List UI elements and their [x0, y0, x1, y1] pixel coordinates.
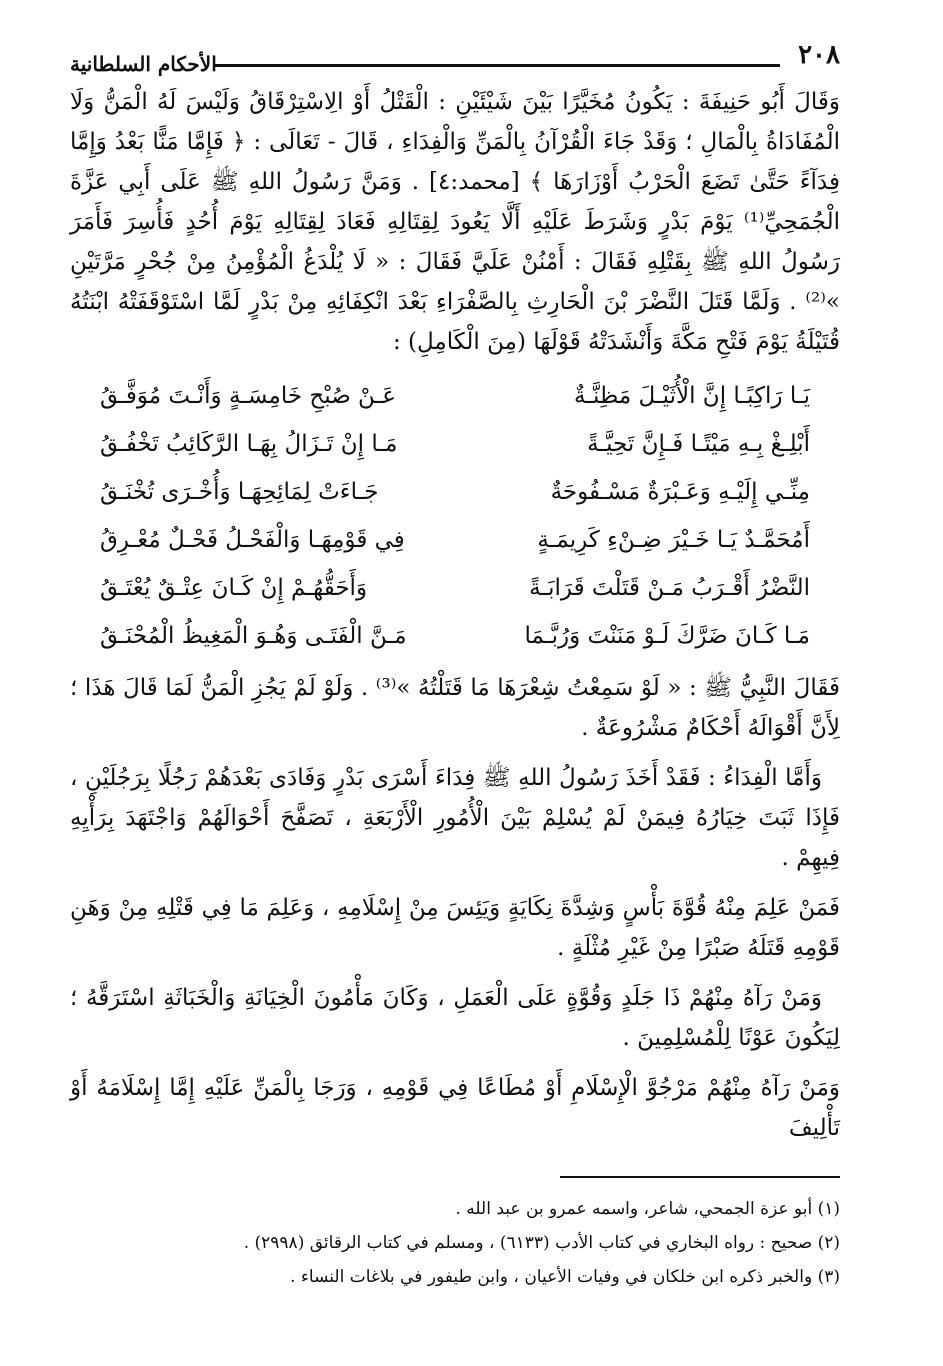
footnote-1: (١) أبو عزة الجمحي، شاعر، واسمه عمرو بن عبد الله .	[455, 1199, 840, 1219]
verse-first-hemistich: أَبْلِـغْ بِـهِ مَيْتًـا فَـإِنَّ تَحِيَّـةً	[587, 431, 810, 457]
running-title: الأحكام السلطانية	[70, 52, 217, 76]
book-page	[70, 40, 840, 1294]
paragraph-prophet-saying: فَقَالَ النَّبِيُّ ﷺ : « لَوْ سَمِعْتُ شِعْرَهَا مَا قَتَلْتُهُ »⁽³⁾ . وَلَوْ لَمْ يَجُزِ الْمَنُّ لَمَا قَالَ هَذَا ؛ لِأَنَّ أَقْوَالَهُ أَحْكَامٌ مَشْرُوعَةٌ .	[70, 675, 840, 741]
verse-second-hemistich: وَأَحَقُّهُـمْ إِنْ كَـانَ عِتْـقٌ يُعْتَـقُ	[100, 575, 368, 601]
verse-first-hemistich: مَـا كَـانَ ضَرَّكَ لَـوْ مَنَنْتَ وَرُبَّـمَا	[524, 623, 810, 649]
page-number: ٢٠٨	[798, 40, 840, 70]
paragraph-killing: فَمَنْ عَلِمَ مِنْهُ قُوَّةَ بَأْسٍ وَشِدَّةَ نِكَايَةٍ وَيَئِسَ مِنْ إِسْلَامِهِ ، وَعَلِمَ مَا فِي قَتْلِهِ مِنْ وَهَنِ قَوْمِهِ قَتَلَهُ صَبْرًا مِنْ غَيْرِ مُثْلَةٍ .	[70, 895, 840, 961]
poem	[100, 372, 810, 660]
verse-line	[100, 516, 810, 564]
footnote-rule	[560, 1176, 840, 1178]
verse-second-hemistich: مَـنَّ الْفَتَـى وَهُـوَ الْمَغِيظُ الْمُحْنَـقُ	[100, 623, 407, 649]
verse-first-hemistich: يَـا رَاكِبًـا إِنَّ الْأُثَيْـلَ مَظِنَّـةٌ	[573, 383, 810, 409]
verse-second-hemistich: مَـا إِنْ تَـزَالُ بِهَـا الرَّكَائِبُ تَخْفُـقُ	[100, 431, 398, 457]
verse-line	[100, 420, 810, 468]
verse-first-hemistich: النَّضْرُ أَقْـرَبُ مَـنْ قَتَلْتَ قَرَابَـةً	[529, 575, 810, 601]
paragraph-ransom: وَأَمَّا الْفِدَاءُ : فَقَدْ أَخَذَ رَسُولُ اللهِ ﷺ فِدَاءَ أَسْرَى بَدْرٍ وَفَادَى بَعْدَهُمْ رَجُلًا بِرَجُلَيْنِ ، فَإِذَا ثَبَتَ خِيَارُهُ فِيمَنْ لَمْ يُسْلِمْ بَيْنَ الْأُمُورِ الْأَرْبَعَةِ ، تَصَفَّحَ أَحْوَالَهُمْ وَاجْتَهَدَ بِرَأْيِهِ فِيهِمْ .	[70, 765, 840, 871]
footnote-2: (٢) صحيح : رواه البخاري في كتاب الأدب (٦١٣٣) ، ومسلم في كتاب الرقائق (٢٩٩٨) .	[243, 1233, 840, 1253]
verse-line	[100, 372, 810, 420]
paragraph-enslaving: وَمَنْ رَآهُ مِنْهُمْ ذَا جَلَدٍ وَقُوَّةٍ عَلَى الْعَمَلِ ، وَكَانَ مَأْمُونَ الْخِيَانَةِ وَالْخَبَاثَةِ اسْتَرَقَّهُ ؛ لِيَكُونَ عَوْنًا لِلْمُسْلِمِينَ .	[70, 985, 840, 1051]
header-rule	[215, 64, 780, 67]
verse-second-hemistich: فِي قَوْمِهَـا وَالْفَحْـلُ فَحْـلٌ مُعْـرِقُ	[100, 527, 405, 553]
page-header	[70, 40, 840, 82]
verse-line	[100, 612, 810, 660]
paragraph-abu-hanifa: وَقَالَ أَبُو حَنِيفَةَ : يَكُونُ مُخَيَّرًا بَيْنَ شَيْئَيْنِ : الْقَتْلُ أَوْ الِاسْتِرْقَاقُ وَلَيْسَ لَهُ الْمَنُّ وَلَا الْمُفَادَاةُ بِالْمَالِ ؛ وَقَدْ جَاءَ الْقُرْآنُ بِالْمَنِّ وَالْفِدَاءِ ، قَالَ - تَعَالَى : ﴿ فَإِمَّا مَنًّا بَعْدُ وَإِمَّا فِدَآءً حَتَّىٰ تَضَعَ الْحَرْبُ أَوْزَارَهَا ﴾ [محمد:٤] . وَمَنَّ رَسُولُ اللهِ ﷺ عَلَى أَبِي عَزَّةَ الْجُمَحِيِّ⁽¹⁾ يَوْمَ بَدْرٍ وَشَرَطَ عَلَيْهِ أَلَّا يَعُودَ لِقِتَالِهِ فَعَادَ لِقِتَالِهِ يَوْمَ أُحُدٍ فَأُسِرَ فَأَمَرَ رَسُولُ اللهِ ﷺ بِقَتْلِهِ فَقَالَ : أَمْنُنْ عَلَيَّ فَقَالَ : « لَا يُلْدَغُ الْمُؤْمِنُ مِنْ جُحْرٍ مَرَّتَيْنِ »⁽²⁾ . وَلَمَّا قَتَلَ النَّضْرَ بْنَ الْحَارِثِ بِالصَّفْرَاءِ بَعْدَ انْكِفَائِهِ مِنْ بَدْرٍ لَمَّا اسْتَوْقَفَتْهُ ابْنَتُهُ قُتَيْلَةُ يَوْمَ فَتْحِ مَكَّةَ وَأَنْشَدَتْهُ قَوْلَهَا (مِنَ الْكَامِلِ) :	[70, 89, 840, 355]
paragraph-release: وَمَنْ رَآهُ مِنْهُمْ مَرْجُوَّ الْإِسْلَامِ أَوْ مُطَاعًا فِي قَوْمِهِ ، وَرَجَا بِالْمَنِّ عَلَيْهِ إِمَّا إِسْلَامَهُ أَوْ تَأْلِيفَ	[70, 1075, 840, 1141]
verse-line	[100, 564, 810, 612]
footnotes	[70, 1192, 840, 1294]
verse-first-hemistich: أَمُحَمَّـدٌ يَـا خَـيْرَ ضِـنْءِ كَرِيمَـةٍ	[537, 527, 810, 553]
verse-line	[100, 468, 810, 516]
verse-second-hemistich: جَـاءَتْ لِمَائِحِهَـا وَأُخْـرَى تُخْنَـقُ	[100, 479, 379, 505]
verse-second-hemistich: عَـنْ صُبْحِ خَامِسَـةٍ وَأَنْـتَ مُوَفَّـقُ	[100, 383, 397, 409]
footnote-3: (٣) والخبر ذكره ابن خلكان في وفيات الأعيان ، وابن طيفور في بلاغات النساء .	[290, 1267, 840, 1287]
verse-first-hemistich: مِنِّـي إِلَيْـهِ وَعَـبْرَةٌ مَسْـفُوحَةٌ	[550, 479, 810, 505]
